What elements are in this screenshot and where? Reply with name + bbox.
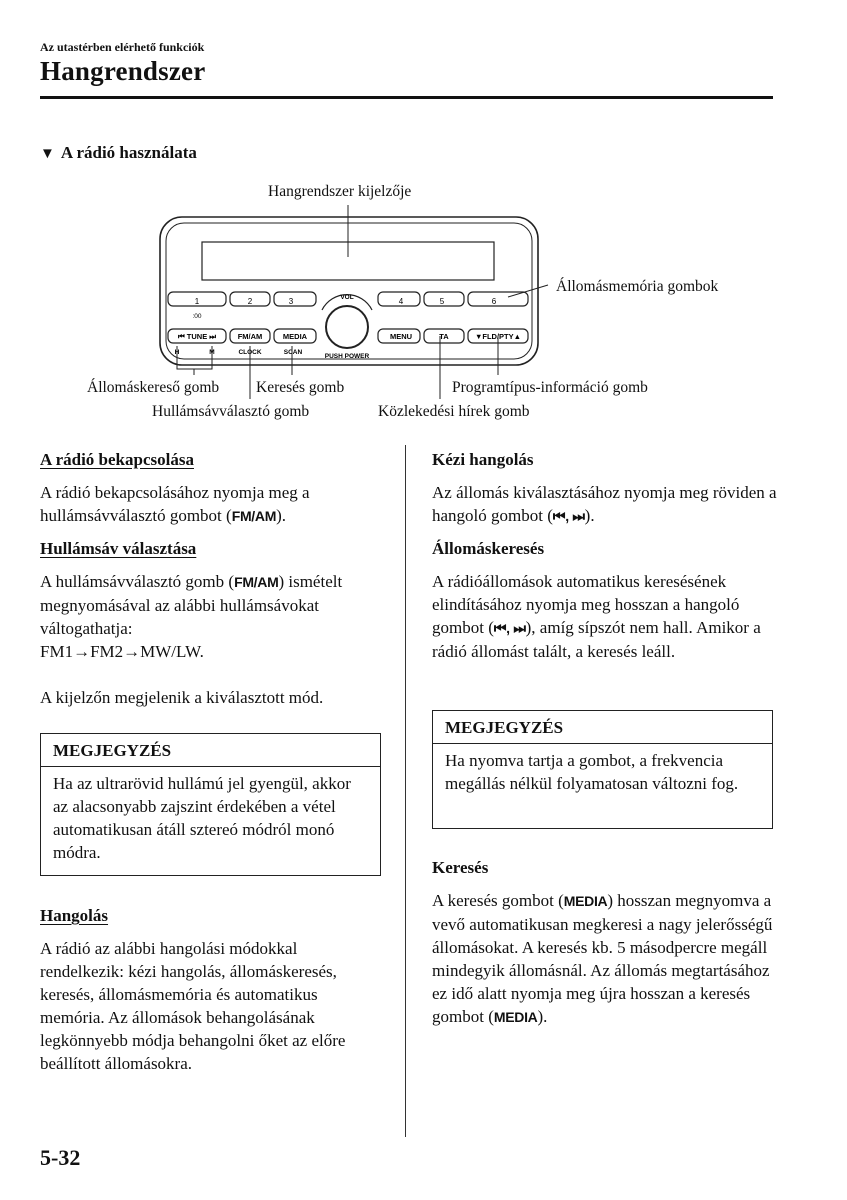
tune-label: ⏮ TUNE ⏭ xyxy=(177,332,217,341)
column-divider xyxy=(405,445,406,1137)
ta-label: TA xyxy=(439,332,449,341)
right-note-box xyxy=(432,710,773,829)
left-note-heading: MEGJEGYZÉS xyxy=(41,734,380,767)
band-display-text: A kijelzőn megjelenik a kiválasztott mód. xyxy=(40,688,324,707)
push-power-label: PUSH POWER xyxy=(324,353,370,360)
right-note-heading: MEGJEGYZÉS xyxy=(433,711,772,744)
band-paragraph xyxy=(40,570,385,663)
seek-paragraph xyxy=(432,570,777,663)
h-label: H xyxy=(174,349,180,356)
power-end: ). xyxy=(276,506,286,525)
power-paragraph xyxy=(40,481,385,528)
menu-label: MENU xyxy=(389,332,413,341)
seek-text-1: A rádióállomások automatikus keresésének elindításához nyomja meg hosszan a hangoló gombot ( xyxy=(432,572,740,637)
audio-unit-diagram xyxy=(0,175,847,435)
page-title: Hangrendszer xyxy=(40,56,206,86)
fld-pty-label: ▼FLD/PTY▲ xyxy=(474,332,522,341)
tuning-heading: Hangolás xyxy=(40,906,109,925)
scan-text-1: A keresés gombot ( xyxy=(432,891,564,910)
left-note-box xyxy=(40,733,381,876)
manual-end: ). xyxy=(584,506,595,525)
fmam-label: FM/AM xyxy=(237,332,263,341)
seek-text-2: ), amíg sípszót nem hall. Amikor a rádió állomást talált, a keresés leáll. xyxy=(432,618,761,661)
scan-button-label-1: MEDIA xyxy=(563,893,608,909)
band-sequence: FM1→FM2→MW/LW. xyxy=(40,642,204,661)
manual-button-label: ⏮, ⏭ xyxy=(552,508,585,524)
scan-paragraph xyxy=(432,889,777,1029)
media-label: MEDIA xyxy=(282,332,308,341)
display-callout: Hangrendszer kijelzője xyxy=(268,183,412,200)
right-column-scan xyxy=(432,856,777,1029)
clock-label: CLOCK xyxy=(238,349,262,356)
scan-label: SCAN xyxy=(283,349,303,356)
band-text-1: A hullámsávválasztó gomb ( xyxy=(40,572,235,591)
left-column xyxy=(40,448,385,709)
right-column xyxy=(432,448,777,663)
seek-heading: Állomáskeresés xyxy=(432,539,545,558)
manual-heading: Kézi hangolás xyxy=(432,450,534,469)
band-text-2: ) ismételt megnyomásával az alábbi hullámsávokat váltogathatja: xyxy=(40,572,343,638)
radio-heading xyxy=(40,143,197,163)
left-column-tuning xyxy=(40,904,375,1075)
preset-buttons-left[interactable] xyxy=(168,292,316,306)
preset-5-label: 5 xyxy=(439,297,445,306)
preset-3-label: 3 xyxy=(288,297,294,306)
manual-paragraph xyxy=(432,481,777,528)
radio-heading-text: A rádió használata xyxy=(60,143,197,162)
traffic-callout: Közlekedési hírek gomb xyxy=(378,403,530,420)
scan-end: ). xyxy=(537,1007,548,1026)
preset-4-label: 4 xyxy=(398,297,404,306)
power-heading: A rádió bekapcsolása xyxy=(40,450,194,469)
seek-callout: Állomáskereső gomb xyxy=(87,379,220,396)
tuning-text: A rádió az alábbi hangolási módokkal rendelkezik: kézi hangolás, állomáskeresés, keresés, állomásmemória és automatikus memória. Az állomások behangolásának legkönnyebb módja behangolni őket az előre beállított állomásokra. xyxy=(40,939,346,1073)
power-button-label: FM/AM xyxy=(231,508,277,524)
section-subtitle: Az utastérben elérhető funkciók xyxy=(40,40,205,54)
seek-button-label: ⏮, ⏭ xyxy=(493,620,526,636)
scan-heading: Keresés xyxy=(432,858,489,877)
vol-label: VOL xyxy=(340,294,354,301)
title-rule xyxy=(40,96,773,99)
left-note-body: Ha az ultrarövid hullámú jel gyengül, akkor az alacsonyabb zajszint érdekében a vétel automatikusan átáll sztereó módról monó módra. xyxy=(53,774,351,862)
preset-1-label: 1 xyxy=(194,297,200,306)
band-callout: Hullámsávválasztó gomb xyxy=(152,403,310,420)
m-label: M xyxy=(209,349,215,356)
scan-callout: Keresés gomb xyxy=(256,379,345,396)
preset-2-label: 2 xyxy=(247,297,253,306)
program-callout: Programtípus-információ gomb xyxy=(452,379,648,396)
manual-text: Az állomás kiválasztásához nyomja meg röviden a hangoló gombot ( xyxy=(432,483,777,525)
band-button-label: FM/AM xyxy=(234,574,279,590)
power-text: A rádió bekapcsolásához nyomja meg a hullámsávválasztó gombot ( xyxy=(40,483,310,525)
band-heading: Hullámsáv választása xyxy=(40,539,197,558)
scan-text-2: ) hosszan megnyomva a vevő automatikusan megkeresi a nagy jelerősségű állomásokat. A keresés kb. 5 másodpercre megáll mindegyik állomásnál. Az állomás megtartásához ez idő alatt nyomja meg újra hosszan a keresés gombot ( xyxy=(432,891,773,1026)
scan-button-label-2: MEDIA xyxy=(493,1009,538,1025)
page-number: 5-32 xyxy=(40,1145,81,1170)
clock-00-label: :00 xyxy=(192,313,202,320)
preset-6-label: 6 xyxy=(491,297,497,306)
triangle-down-icon: ▼ xyxy=(40,146,55,162)
preset-callout: Állomásmemória gombok xyxy=(556,278,719,295)
volume-knob[interactable] xyxy=(326,306,368,348)
right-note-body: Ha nyomva tartja a gombot, a frekvencia megállás nélkül folyamatosan változni fog. xyxy=(445,751,739,793)
